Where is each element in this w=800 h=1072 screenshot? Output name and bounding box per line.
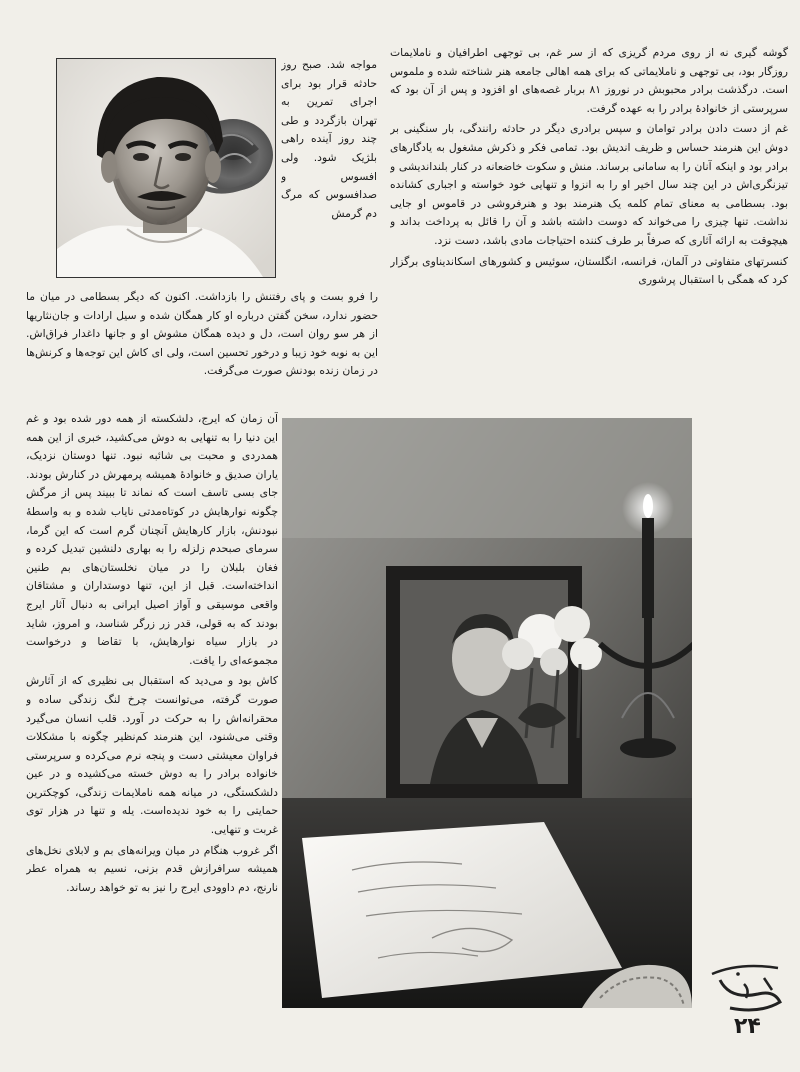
paragraph: گوشه گیری نه از روی مردم گریزی که از سر غم، بی توجهی اطرافیان و ناملایمات روزگار بود، بی توجهی و ناملایماتی که برای همه اهالی جامعه هنر شناخته شده و ملموس است. درگذشت برادر محبوبش در نوروز ۸۱ بربار غصه‌های او افزود و پس از آن بود که سرپرستی از خانوادهٔ برادر را به عهده گرفت. xyxy=(390,46,788,115)
framed-portrait-shape xyxy=(386,566,582,798)
paragraph: غم از دست دادن برادر توامان و سپس برادری دیگر در حادثه رانندگی، بار سنگینی بر دوش این هنرمند حساس و ظریف اندیش بود. تمامی فکر و ذکرش مشغول به یادگارهای برادر بود و اینکه آنان را به سامانی برساند. منش و سکوت خاضعانه در کنار بلنداندیشی و تیزنگری‌اش در این چند سال اخیر او را به انزوا و تنهایی خود خواسته و اجباری کشانده بود. بسطامی به معنای تمام کلمه یک هنرمند بود و هنرفروشی در قاموس او جایی نداشت. تنها چیزی را می‌خواند که دوست داشته باشد و آن را قائل به پرداخت بداند و هیچوقت به ارائه آثاری که صرفاً بر طرف کننده احتیاجات مادی باشد، دست نزد. xyxy=(390,122,788,247)
paragraph: کنسرتهای متفاوتی در آلمان، فرانسه، انگلستان، سوئیس و کشورهای اسکاندیناوی برگزار کرد که همگی با استقبال پرشوری xyxy=(390,254,788,287)
memorial-illustration xyxy=(282,418,692,1008)
portrait-illustration xyxy=(57,59,275,277)
page-number: ۲۴ xyxy=(734,1014,761,1039)
paragraph: مواجه شد. صبح روز حادثه قرار بود برای اجرای تمرین به تهران بازگردد و طی چند روز آینده راهی بلژیک شود. ولی افسوس و صدافسوس که مرگ دم گرمش xyxy=(281,58,377,220)
paragraph: اگر غروب هنگام در میان ویرانه‌های بم و لابلای نخل‌های همیشه سرافرازش قدم بزنی، نسیم به همراه عطر نارنج، دم داوودی ایرج را نیز به تو خواهد رساند. xyxy=(26,843,278,894)
portrait-photo xyxy=(56,58,276,278)
memorial-photo xyxy=(282,418,692,1008)
article-column-right xyxy=(390,44,788,404)
article-column-span xyxy=(26,288,378,406)
paragraph: آن زمان که ایرج، دلشکسته از همه دور شده بود و غم این دنیا را به تنهایی به دوش می‌کشید، خبری از این همه همدردی و محبت بی شائبه نبود. تنها دوستان نزدیک، یاران صدیق و خانوادهٔ همیشه پرمهرش در کنارش بودند. جای بسی تاسف است که نماند تا ببیند پس از مرگش چگونه نوارهایش در کوتاه‌مدتی نایاب شده و به واسطهٔ نبودنش، بازار کارهایش آنچنان گرم است که این گرما، سرمای صبحدم زلزله را به بهاری دلنشین تبدیل کرده و فغان بلبلان را در میان نخلستان‌های بم طنین انداخته‌است. قبل از این، تنها دوستداران و مشتاقان واقعی موسیقی و آواز اصیل ایرانی به دنبال آثار ایرج بودند که به قولی، قدر زر زرگر شناسد، و امروز، شاید در بازار سیاه نوارهایش، با تقاضا و درخواست مجموعه‌ای را یافت. xyxy=(26,412,278,667)
paragraph: را فرو بست و پای رفتنش را بازداشت. اکنون که دیگر بسطامی در میان ما حضور ندارد، سخن گفتن درباره او کار همگان شده و سیل ارادات و جان‌نثاریها از هر سو روان است، دل و دیده همگان مشوش او و جانها داغدار فراق‌اش. این به نوبه خود زیبا و درخور تحسین است، ولی ای کاش این توجه‌ها و کرنش‌ها در زمان زنده بودنش صورت می‌گرفت. xyxy=(26,290,378,378)
magazine-logo xyxy=(700,960,790,1016)
logo-calligraphy-icon xyxy=(700,960,790,1016)
article-column-left xyxy=(26,410,278,1020)
paragraph: کاش بود و می‌دید که استقبال بی نظیری که از آثارش صورت گرفته، می‌توانست چرخ لنگ زندگی ساده و محقرانه‌اش را به حرکت در آورد. قلب انسان می‌گیرد وقتی می‌شنود، این هنرمند کم‌نظیر چگونه با مشکلات فراوان معیشتی دست و پنجه نرم می‌کرده و سرپرستی خانواده برادر را به دوش خسته می‌کشیده و در عین دلشکستگی، در میانه همه ناملایمات زندگی، کوچکترین حمایتی را به خود ندیده‌است. یله و تنها در هزار توی غربت و تنهایی. xyxy=(26,674,278,837)
article-column-beside-portrait xyxy=(281,56,377,288)
